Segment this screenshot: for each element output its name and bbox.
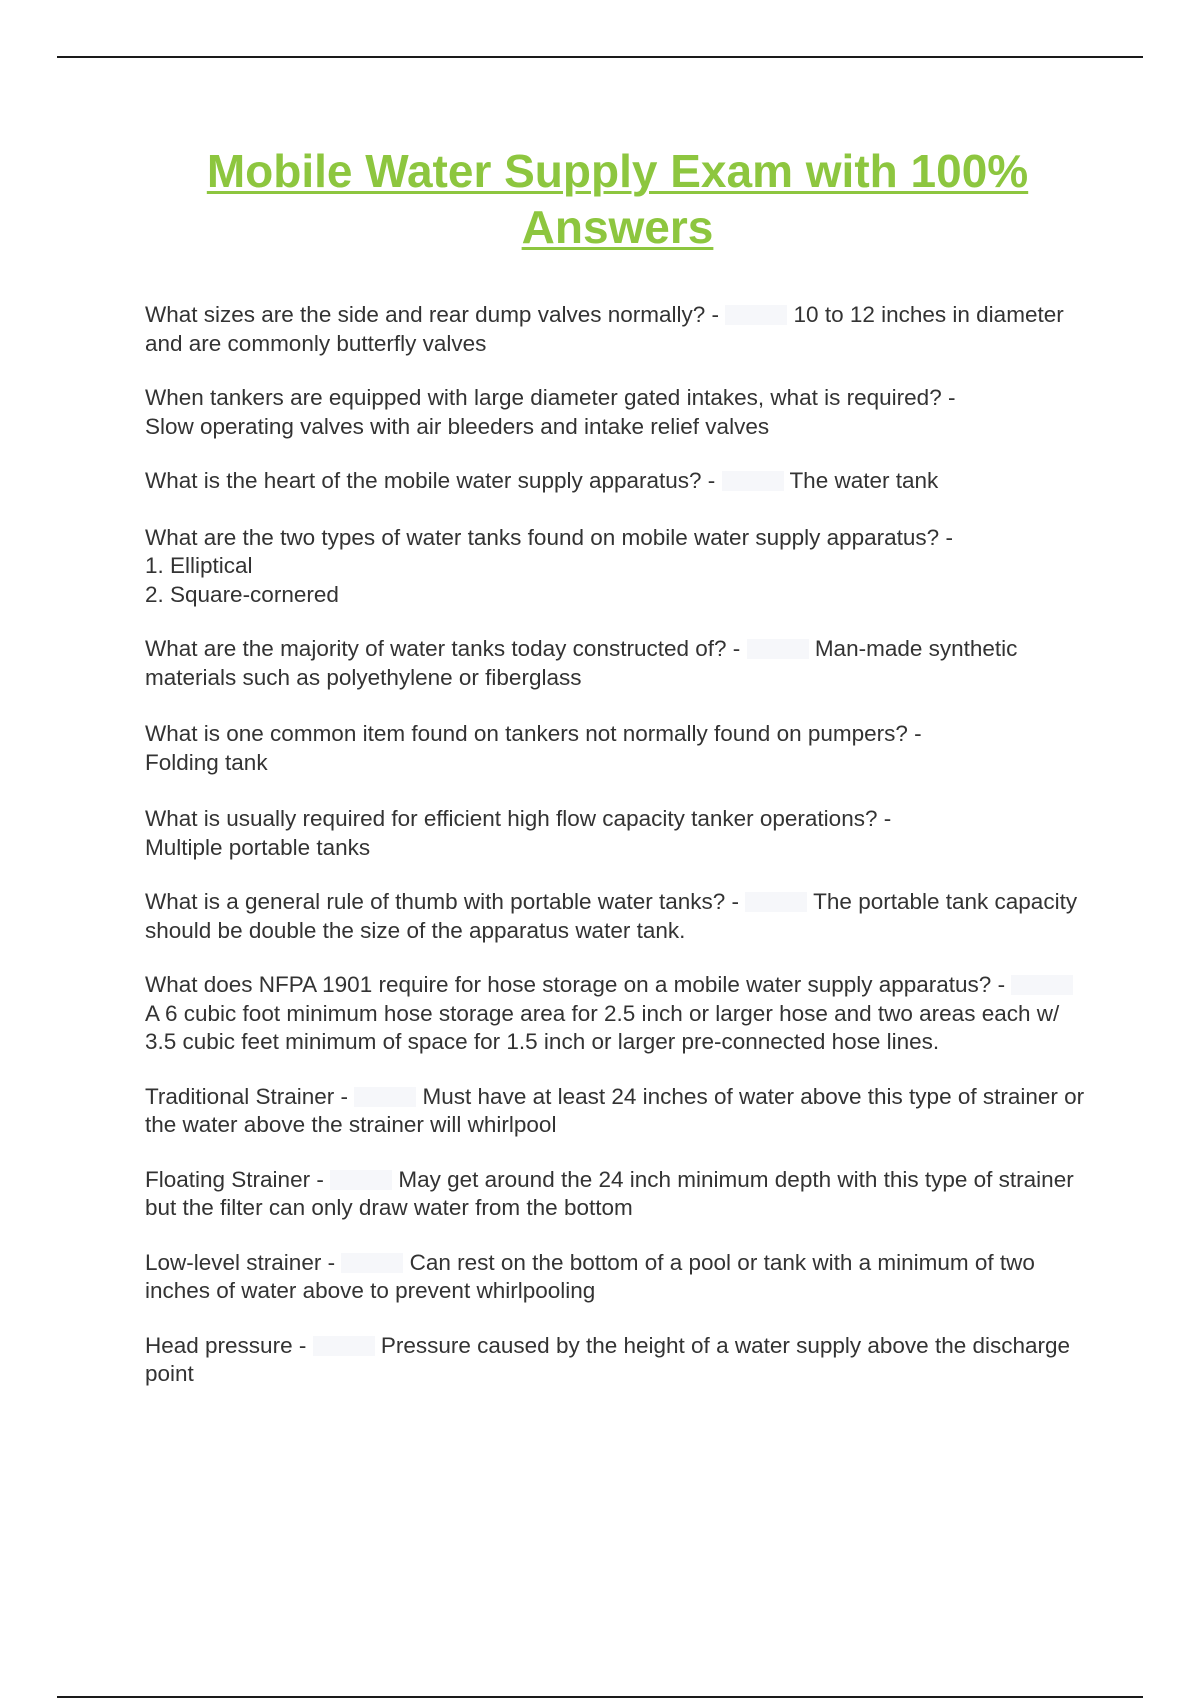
qa-question: What is usually required for efficient high flow capacity tanker operations? - xyxy=(145,806,892,831)
qa-item xyxy=(145,301,1085,358)
top-rule xyxy=(57,56,1143,58)
page-title xyxy=(150,143,1085,255)
page-title-text: Mobile Water Supply Exam with 100% Answers xyxy=(206,145,1029,253)
qa-item xyxy=(145,467,1085,496)
qa-item xyxy=(145,1332,1085,1389)
qa-item xyxy=(145,635,1085,692)
qa-item xyxy=(145,805,1085,862)
qa-item xyxy=(145,524,1085,610)
qa-question: Head pressure - xyxy=(145,1332,307,1358)
qa-question: What sizes are the side and rear dump valves normally? - xyxy=(145,302,720,327)
qa-answer: Man-made synthetic materials such as polyethylene or fiberglass xyxy=(145,636,1018,690)
qa-question: Traditional Strainer - xyxy=(145,1083,348,1109)
qa-answer: The portable tank capacity should be double the size of the apparatus water tank. xyxy=(145,889,1078,943)
qa-answer: Multiple portable tanks xyxy=(145,834,371,860)
qa-question: Floating Strainer - xyxy=(145,1166,324,1192)
qa-question: When tankers are equipped with large diameter gated intakes, what is required? - xyxy=(145,385,956,410)
qa-answer: Must have at least 24 inches of water above this type of strainer or the water above the strainer will whirlpool xyxy=(145,1083,1085,1137)
qa-answer: May get around the 24 inch minimum depth with this type of strainer but the filter can only draw water from the bottom xyxy=(145,1166,1074,1220)
qa-question: What are the two types of water tanks found on mobile water supply apparatus? - xyxy=(145,524,953,550)
qa-item xyxy=(145,1083,1085,1140)
qa-answer: The water tank xyxy=(789,468,939,493)
qa-question: What does NFPA 1901 require for hose storage on a mobile water supply apparatus? - xyxy=(145,972,1006,997)
qa-item xyxy=(145,720,1085,777)
qa-question: What is the heart of the mobile water supply apparatus? - xyxy=(145,468,716,493)
qa-question: What is a general rule of thumb with portable water tanks? - xyxy=(145,889,740,914)
qa-question: What is one common item found on tankers not normally found on pumpers? - xyxy=(145,721,922,746)
bottom-rule xyxy=(57,1696,1143,1698)
qa-item xyxy=(145,384,1085,441)
qa-item xyxy=(145,1249,1085,1306)
qa-answer: Folding tank xyxy=(145,749,268,775)
qa-question: What are the majority of water tanks today constructed of? - xyxy=(145,636,741,661)
qa-answer: Slow operating valves with air bleeders and intake relief valves xyxy=(145,413,770,439)
qa-answer: Can rest on the bottom of a pool or tank with a minimum of two inches of water above to prevent whirlpooling xyxy=(145,1249,1035,1303)
qa-list xyxy=(145,301,1085,1389)
qa-item xyxy=(145,971,1085,1057)
qa-answer: Pressure caused by the height of a water supply above the discharge point xyxy=(145,1332,1071,1386)
qa-answer: 10 to 12 inches in diameter and are commonly butterfly valves xyxy=(145,302,1064,356)
qa-answer: A 6 cubic foot minimum hose storage area for 2.5 inch or larger hose and two areas each w/ 3.5 cubic feet minimum of space for 1.5 inch or larger pre-connected hose lines. xyxy=(145,1000,1060,1054)
qa-answer-line: 2. Square-cornered xyxy=(145,581,339,607)
qa-question: Low-level strainer - xyxy=(145,1249,336,1275)
qa-answer-line: 1. Elliptical xyxy=(145,553,253,578)
qa-item xyxy=(145,888,1085,945)
qa-item xyxy=(145,1166,1085,1223)
